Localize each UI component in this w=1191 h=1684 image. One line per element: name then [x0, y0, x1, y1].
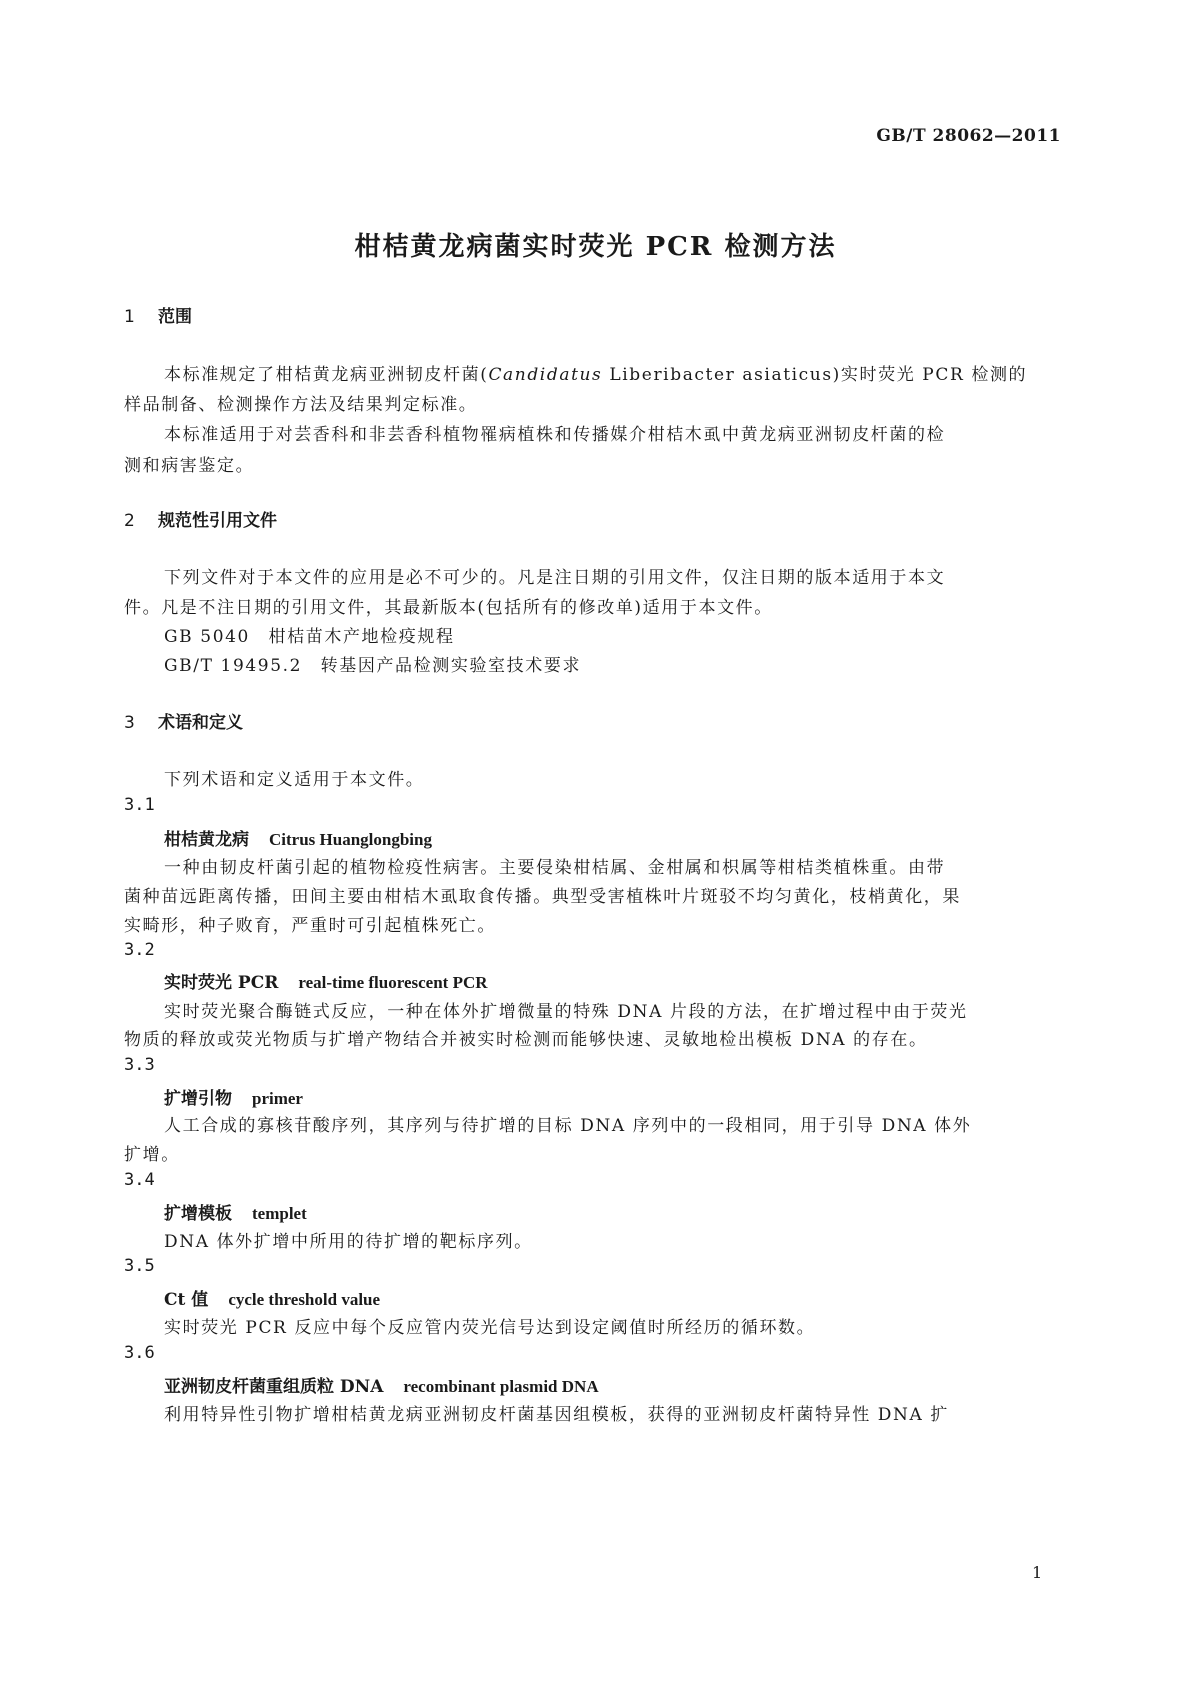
- paragraph-line: 样品制备、检测操作方法及结果判定标准。: [124, 395, 478, 415]
- paragraph-line: 件。凡是不注日期的引用文件，其最新版本(包括所有的修改单)适用于本文件。: [124, 598, 773, 618]
- term-heading: [164, 1285, 380, 1310]
- paragraph-line: 下列文件对于本文件的应用是必不可少的。凡是注日期的引用文件，仅注日期的版本适用于本文: [164, 568, 946, 588]
- definition-line: 物质的释放或荧光物质与扩增产物结合并被实时检测而能够快速、灵敏地检出模板 DNA 的存在。: [124, 1030, 928, 1050]
- definition-line: 利用特异性引物扩增柑桔黄龙病亚洲韧皮杆菌基因组模板，获得的亚洲韧皮杆菌特异性 DNA 扩: [164, 1405, 949, 1425]
- section-number: 3: [124, 713, 135, 733]
- term-heading: [164, 825, 432, 850]
- term-number: 3.1: [124, 795, 155, 815]
- definition-line: 实时荧光 PCR 反应中每个反应管内荧光信号达到设定阈值时所经历的循环数。: [164, 1318, 816, 1338]
- term-zh: 实时荧光 PCR: [164, 973, 279, 993]
- section-3-heading: [124, 708, 243, 733]
- term-heading: [164, 1372, 599, 1397]
- term-heading: [164, 1199, 307, 1224]
- term-heading: [164, 1084, 303, 1109]
- text-run: Liberibacter asiaticus)实时荧光 PCR 检测的: [602, 365, 1028, 385]
- term-zh: 柑桔黄龙病: [164, 830, 249, 850]
- term-en: recombinant plasmid DNA: [403, 1377, 599, 1396]
- text-run: 本标准规定了柑桔黄龙病亚洲韧皮杆菌(: [164, 365, 489, 385]
- term-zh: 扩增模板: [164, 1204, 232, 1224]
- section-number: 2: [124, 511, 135, 531]
- term-number: 3.2: [124, 940, 155, 960]
- standard-code: GB/T 28062—2011: [876, 126, 1061, 146]
- paragraph-line: 本标准适用于对芸香科和非芸香科植物罹病植株和传播媒介柑桔木虱中黄龙病亚洲韧皮杆菌的检: [164, 425, 946, 445]
- document-title: 柑桔黄龙病菌实时荧光 PCR 检测方法: [354, 232, 837, 262]
- definition-line: 实畸形，种子败育，严重时可引起植株死亡。: [124, 916, 496, 936]
- definition-line: 实时荧光聚合酶链式反应，一种在体外扩增微量的特殊 DNA 片段的方法，在扩增过程中由于荧光: [164, 1002, 968, 1022]
- definition-line: 扩增。: [124, 1145, 180, 1165]
- section-title: 术语和定义: [158, 713, 243, 733]
- paragraph-line: 下列术语和定义适用于本文件。: [164, 770, 425, 790]
- term-zh: 亚洲韧皮杆菌重组质粒 DNA: [164, 1377, 384, 1397]
- definition-line: 人工合成的寡核苷酸序列，其序列与待扩增的目标 DNA 序列中的一段相同，用于引导 DNA 体外: [164, 1116, 972, 1136]
- section-2-heading: [124, 506, 277, 531]
- section-number: 1: [124, 307, 135, 327]
- term-en: real-time fluorescent PCR: [298, 973, 488, 992]
- section-1-heading: [124, 302, 192, 327]
- term-zh: Ct 值: [164, 1290, 209, 1310]
- term-en: templet: [252, 1204, 307, 1223]
- section-1-paragraph-1: [164, 360, 1027, 385]
- italic-text: Candidatus: [488, 365, 603, 385]
- definition-line: DNA 体外扩增中所用的待扩增的靶标序列。: [164, 1232, 533, 1252]
- term-number: 3.5: [124, 1256, 155, 1276]
- page-number: 1: [1032, 1563, 1043, 1582]
- definition-line: 菌种苗远距离传播，田间主要由柑桔木虱取食传播。典型受害植株叶片斑驳不均匀黄化，枝梢黄化，果: [124, 887, 961, 907]
- section-title: 规范性引用文件: [158, 511, 277, 531]
- paragraph-line: 测和病害鉴定。: [124, 456, 255, 476]
- term-number: 3.4: [124, 1170, 155, 1190]
- normative-reference: GB/T 19495.2 转基因产品检测实验室技术要求: [164, 656, 582, 676]
- term-zh: 扩增引物: [164, 1089, 232, 1109]
- normative-reference: GB 5040 柑桔苗木产地检疫规程: [164, 627, 455, 647]
- term-heading: [164, 968, 488, 993]
- term-en: cycle threshold value: [228, 1290, 381, 1309]
- term-en: Citrus Huanglongbing: [269, 830, 432, 849]
- term-en: primer: [252, 1089, 303, 1108]
- term-number: 3.3: [124, 1055, 155, 1075]
- term-number: 3.6: [124, 1343, 155, 1363]
- section-title: 范围: [158, 307, 192, 327]
- definition-line: 一种由韧皮杆菌引起的植物检疫性病害。主要侵染柑桔属、金柑属和枳属等柑桔类植株重。由带: [164, 858, 946, 878]
